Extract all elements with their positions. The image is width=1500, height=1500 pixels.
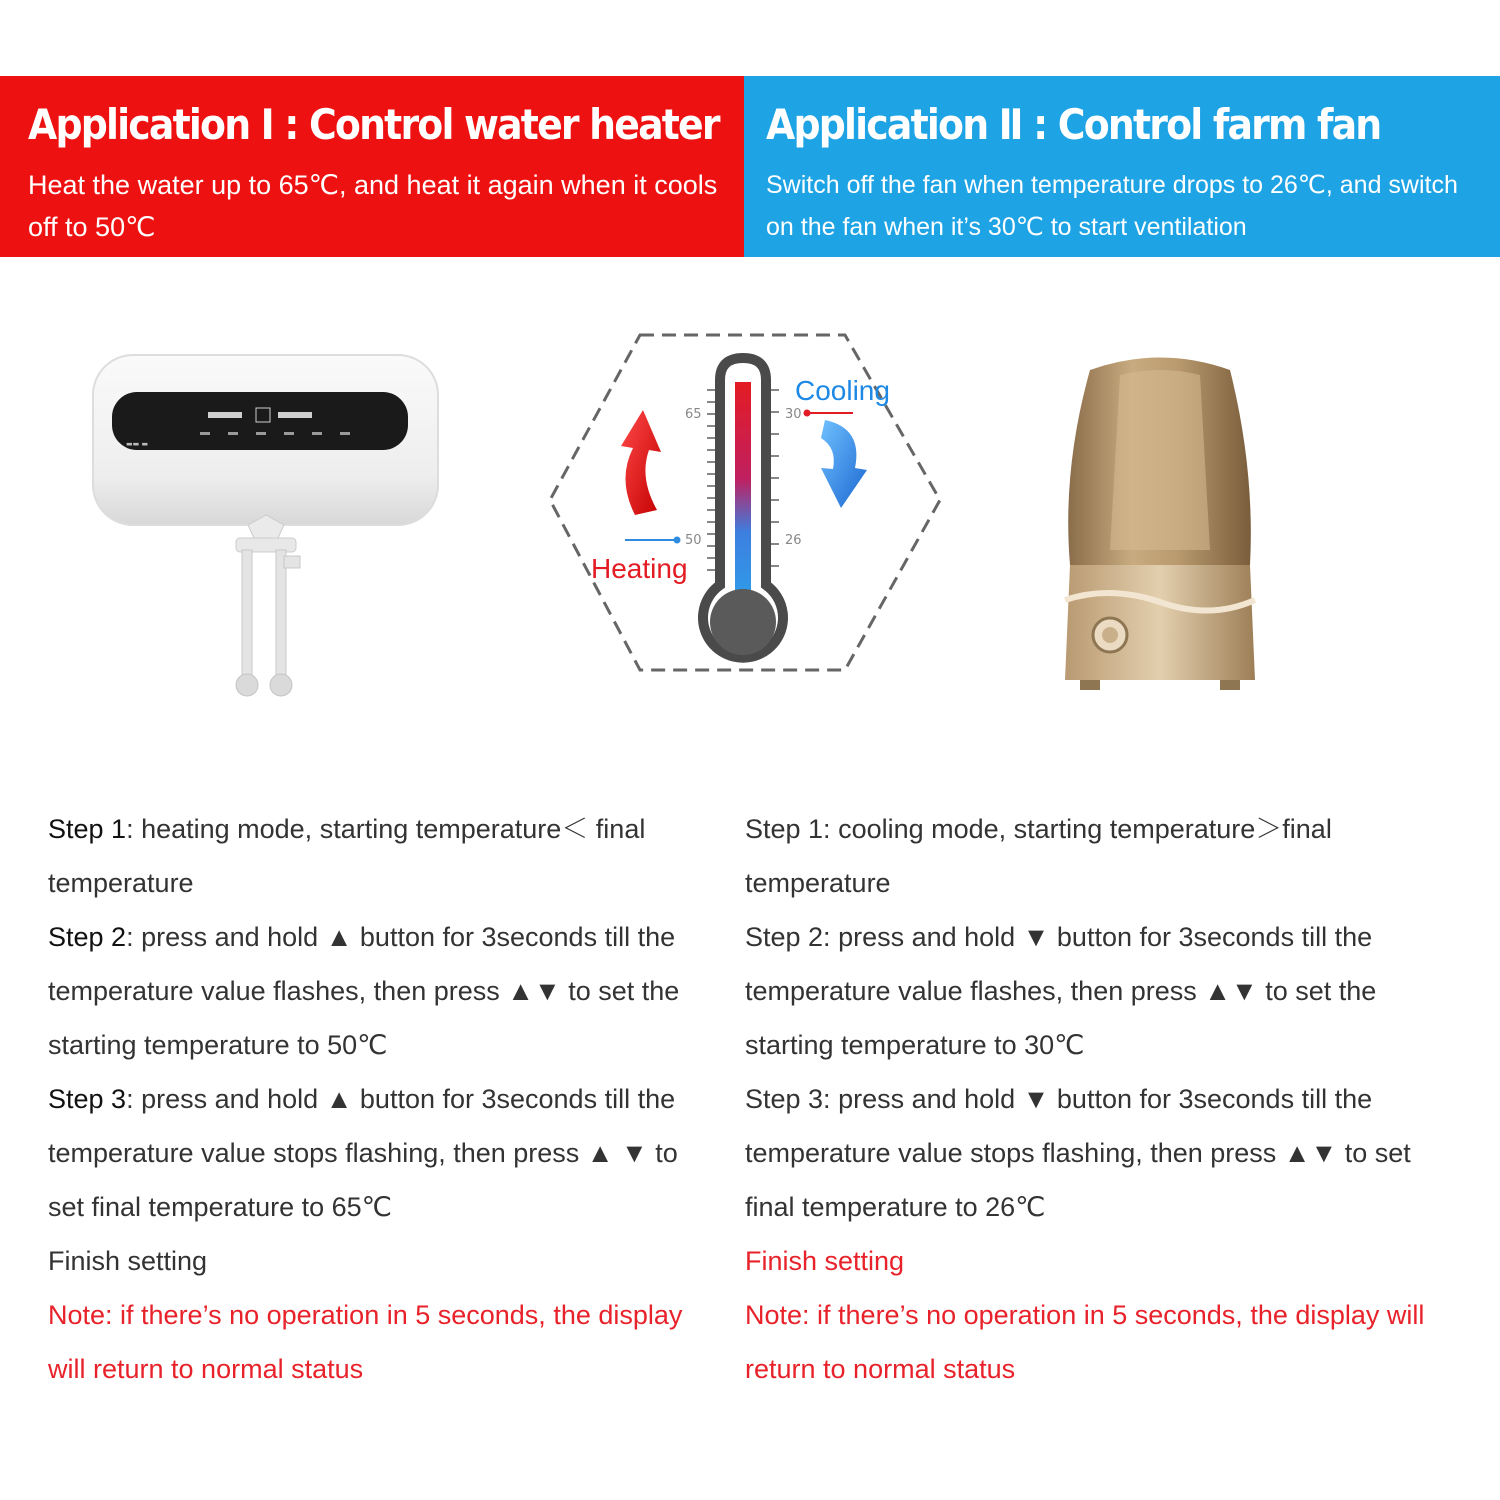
step-label: Step 2: [48, 922, 127, 952]
banner-description: Switch off the fan when temperature drops to 26℃, and switch on the fan when it’s 30℃ to start ventilation: [766, 171, 1458, 241]
left-step-3: [48, 1072, 688, 1234]
right-step-3: Step 3: press and hold ▼ button for 3seconds till the temperature value stops flashing, then press ▲▼ to set final temperature to 26℃: [745, 1084, 1411, 1222]
heating-instructions: [48, 802, 688, 1396]
left-step-1: [48, 802, 688, 910]
heating-label: Heating: [591, 553, 688, 584]
tick-label-50: 50: [685, 533, 702, 548]
banner-application-1: [0, 76, 744, 257]
right-step-2: Step 2: press and hold ▼ button for 3seconds till the temperature value flashes, then press ▲▼ to set the starting temperature to 30℃: [745, 922, 1377, 1060]
cooling-instructions: [745, 802, 1425, 1396]
right-step-1: Step 1: cooling mode, starting temperature＞final temperature: [745, 814, 1332, 898]
tick-label-65: 65: [685, 407, 702, 422]
banner-title: Application Ⅱ : Control farm fan: [766, 100, 1381, 149]
banner-application-2: [744, 76, 1500, 257]
right-note: Note: if there’s no operation in 5 seconds, the display will return to normal status: [745, 1300, 1425, 1384]
red-up-arrow-icon: [621, 410, 661, 515]
cooling-label: Cooling: [795, 375, 890, 406]
step-text: : press and hold ▲ button for 3seconds till the temperature value flashes, then press ▲▼ to set the starting temperature to 50℃: [48, 922, 680, 1060]
left-step-2: [48, 910, 688, 1072]
right-finish-setting: Finish setting: [745, 1246, 905, 1276]
step-text: : press and hold ▲ button for 3seconds till the temperature value stops flashing, then press ▲ ▼ to set final temperature to 65℃: [48, 1084, 678, 1222]
left-note: Note: if there’s no operation in 5 seconds, the display will return to normal status: [48, 1300, 683, 1384]
tick-label-26: 26: [785, 533, 802, 548]
step-label: Step 1: [48, 814, 127, 844]
thermometer-diagram: [545, 330, 945, 680]
humidifier-image: [1050, 350, 1270, 700]
svg-text:▬▬ ▬: ▬▬ ▬: [126, 440, 149, 448]
step-label: Step 3: [48, 1084, 127, 1114]
left-finish-setting: Finish setting: [48, 1246, 208, 1276]
tick-label-30: 30: [785, 407, 802, 422]
step-text: : heating mode, starting temperature＜ final temperature: [48, 814, 646, 898]
blue-down-arrow-icon: [821, 420, 867, 508]
banner-title: Application Ⅰ : Control water heater: [28, 100, 719, 149]
water-heater-image: [88, 350, 448, 710]
banner-description: Heat the water up to 65℃, and heat it again when it cools off to 50℃: [28, 170, 718, 242]
